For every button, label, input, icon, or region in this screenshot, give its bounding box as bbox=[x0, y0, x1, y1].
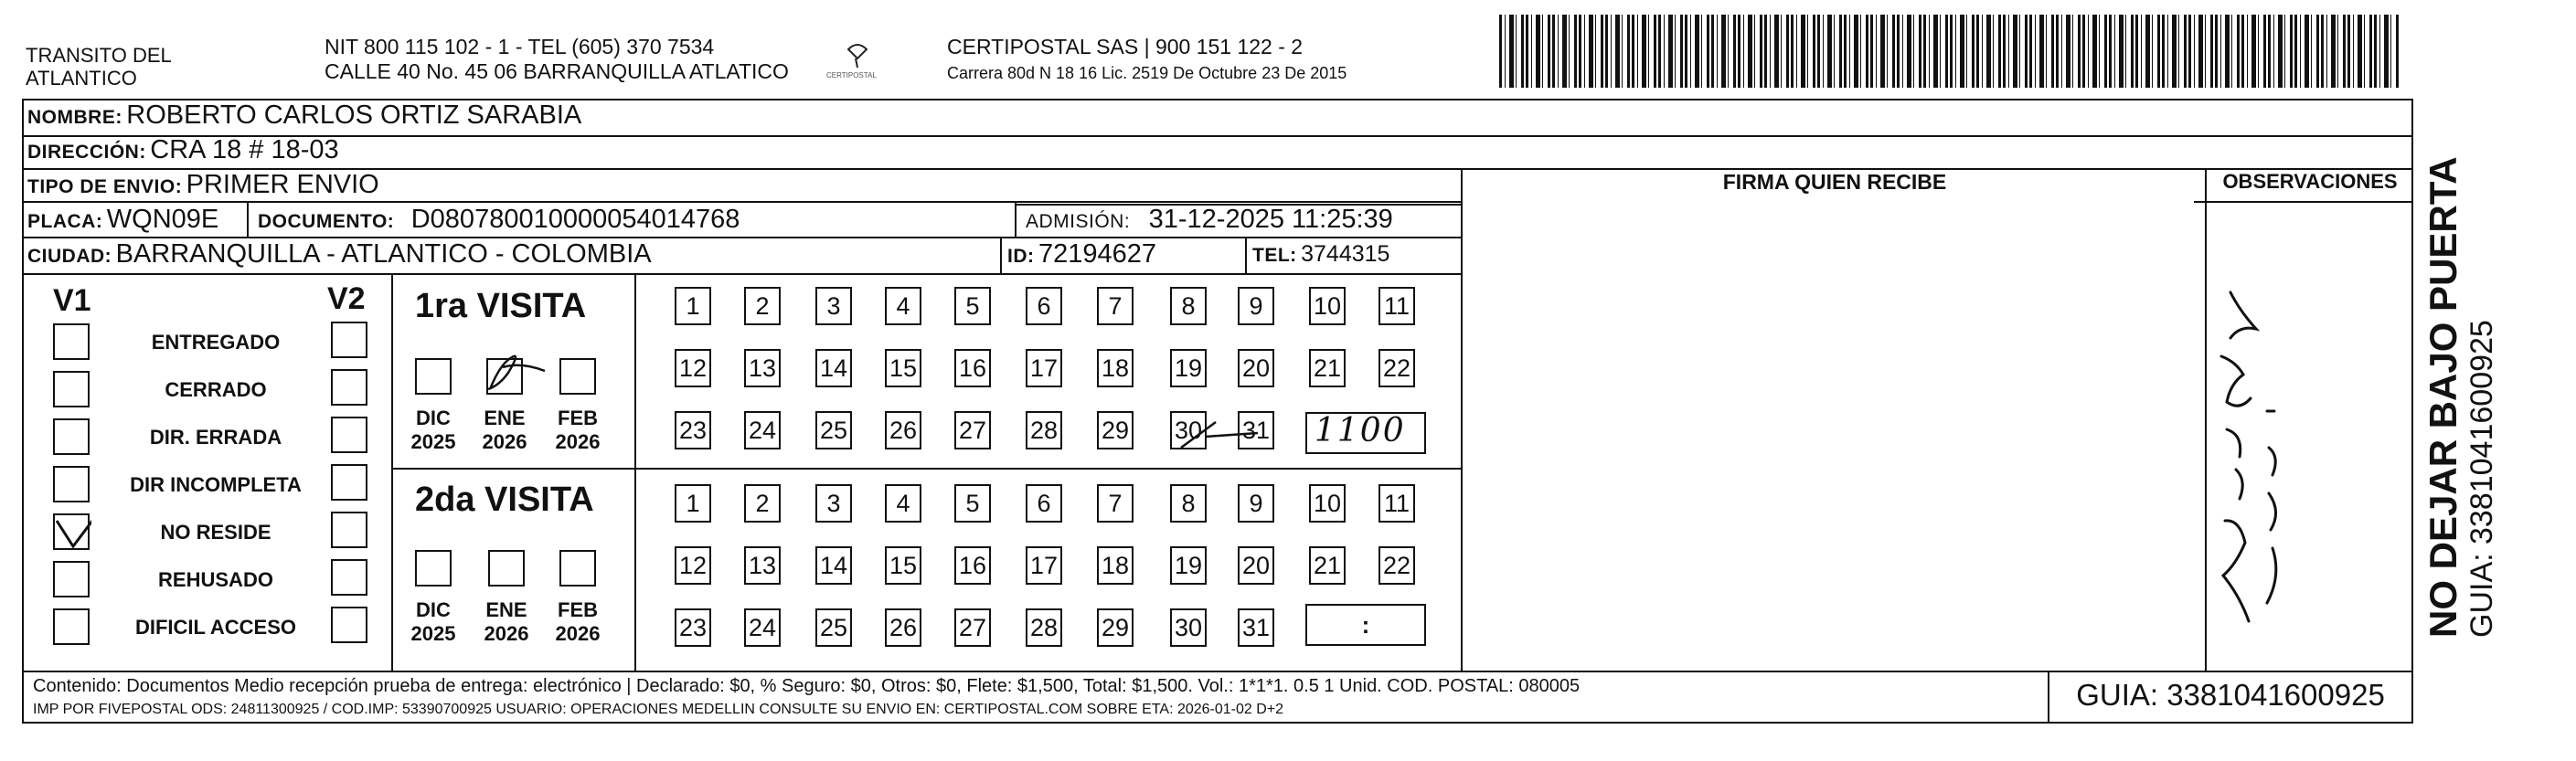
visit2-month-feb-year: 2026 bbox=[555, 622, 601, 645]
nombre-value: ROBERTO CARLOS ORTIZ SARABIA bbox=[126, 100, 582, 130]
visit1-day-7[interactable]: 7 bbox=[1097, 287, 1134, 325]
visit1-day-12[interactable]: 12 bbox=[675, 349, 711, 387]
visit2-day-12[interactable]: 12 bbox=[675, 546, 711, 585]
visit2-day-27[interactable]: 27 bbox=[954, 608, 991, 647]
visit1-day-9[interactable]: 9 bbox=[1238, 287, 1274, 325]
checkmark-icon bbox=[55, 515, 91, 552]
company-info bbox=[947, 35, 1347, 83]
firma-header: FIRMA QUIEN RECIBE bbox=[1722, 170, 1947, 194]
visit2-day-13[interactable]: 13 bbox=[744, 546, 781, 585]
visit2-month-dic-box[interactable] bbox=[415, 550, 452, 587]
v1-dir-errada-checkbox[interactable] bbox=[53, 418, 90, 455]
visit2-day-17[interactable]: 17 bbox=[1026, 546, 1062, 585]
handwritten-observation-icon bbox=[2203, 274, 2304, 658]
visit2-month-feb bbox=[548, 598, 607, 646]
visit2-day-29[interactable]: 29 bbox=[1097, 608, 1134, 647]
barcode bbox=[1499, 15, 2399, 88]
tipo-row bbox=[27, 170, 379, 200]
v2-rehusado-checkbox[interactable] bbox=[331, 559, 367, 596]
visit2-month-ene bbox=[477, 598, 536, 646]
org-name-line2: ATLANTICO bbox=[26, 67, 137, 90]
visit2-day-14[interactable]: 14 bbox=[815, 546, 852, 585]
visit1-day-24[interactable]: 24 bbox=[744, 411, 781, 449]
scribble-icon bbox=[481, 353, 536, 393]
visit2-month-feb-name: FEB bbox=[558, 598, 598, 621]
tel-label: TEL: bbox=[1252, 245, 1297, 266]
v2-entregado-checkbox[interactable] bbox=[331, 322, 367, 358]
id-value: 72194627 bbox=[1038, 239, 1156, 269]
visit1-day-4[interactable]: 4 bbox=[885, 287, 921, 325]
visit2-month-dic-year: 2025 bbox=[410, 622, 456, 645]
visit1-month-feb-name: FEB bbox=[558, 407, 598, 429]
company-line: CERTIPOSTAL SAS | 900 151 122 - 2 bbox=[947, 35, 1304, 58]
visit2-month-ene-name: ENE bbox=[485, 598, 527, 621]
visit2-day-28[interactable]: 28 bbox=[1026, 608, 1062, 647]
documento-value: D080780010000054014768 bbox=[410, 205, 740, 234]
visit2-day-19[interactable]: 19 bbox=[1170, 546, 1207, 585]
visit1-day-16[interactable]: 16 bbox=[954, 349, 991, 387]
visit2-day-2[interactable]: 2 bbox=[744, 484, 781, 523]
visit2-day-1[interactable]: 1 bbox=[675, 484, 711, 523]
visit1-day-13[interactable]: 13 bbox=[744, 349, 781, 387]
visit1-day-29[interactable]: 29 bbox=[1097, 411, 1134, 449]
admision-value: 31-12-2025 11:25:39 bbox=[1148, 205, 1393, 234]
visit1-day-19[interactable]: 19 bbox=[1170, 349, 1207, 387]
status-rehusado: REHUSADO bbox=[158, 568, 273, 591]
nit-line: NIT 800 115 102 - 1 - TEL (605) 370 7534 bbox=[325, 35, 715, 58]
visit1-day-6[interactable]: 6 bbox=[1026, 287, 1062, 325]
address-line: CALLE 40 No. 45 06 BARRANQUILLA ATLATICO bbox=[325, 59, 789, 83]
visit1-day-20[interactable]: 20 bbox=[1238, 349, 1274, 387]
visit1-month-ene bbox=[475, 407, 534, 454]
placa-row bbox=[27, 205, 218, 235]
visit1-time-value: 1100 bbox=[1315, 412, 1406, 449]
documento-label: DOCUMENTO: bbox=[258, 211, 395, 232]
footer-imp: IMP POR FIVEPOSTAL ODS: 24811300925 / COD.IMP: 53390700925 USUARIO: OPERACIONES MEDELLIN CONSULTE SU ENVIO EN: CERTIPOSTAL.COM SOBRE ETA: 2026-01-02 D+2 bbox=[33, 702, 1284, 717]
status-cerrado: CERRADO bbox=[165, 378, 267, 401]
footer-guia: GUIA: 3381041600925 bbox=[2076, 678, 2385, 712]
visit1-month-feb-year: 2026 bbox=[555, 430, 601, 453]
visit2-day-21[interactable]: 21 bbox=[1309, 546, 1346, 585]
direccion-value: CRA 18 # 18-03 bbox=[150, 135, 339, 164]
visit1-day-31[interactable]: 31 bbox=[1238, 411, 1274, 449]
logo-icon bbox=[830, 37, 885, 88]
id-label: ID: bbox=[1007, 246, 1035, 267]
visit1-day-11[interactable]: 11 bbox=[1378, 287, 1415, 325]
visit1-month-ene-box[interactable] bbox=[486, 358, 523, 395]
footer-contenido: Contenido: Documentos Medio recepción prueba de entrega: electrónico | Declarado: $0, % Seguro: $0, Otros: $0, Flete: $1,500, Total: $1,500. Vol.: 1*1*1. 0.5 1 Unid. COD. POSTAL: 080005 bbox=[33, 676, 1581, 696]
visit1-month-ene-name: ENE bbox=[484, 407, 526, 429]
ciudad-value: BARRANQUILLA - ATLANTICO - COLOMBIA bbox=[115, 239, 652, 269]
visit1-day-10[interactable]: 10 bbox=[1309, 287, 1346, 325]
side-notice-line2: GUIA: 3381041600925 bbox=[2464, 320, 2499, 638]
visit2-day-10[interactable]: 10 bbox=[1309, 484, 1346, 523]
v1-entregado-checkbox[interactable] bbox=[53, 323, 90, 360]
visit2-day-23[interactable]: 23 bbox=[675, 608, 711, 647]
tipo-value: PRIMER ENVIO bbox=[186, 170, 379, 199]
visit1-day-17[interactable]: 17 bbox=[1026, 349, 1062, 387]
visit2-day-18[interactable]: 18 bbox=[1097, 546, 1134, 585]
side-notice-line1: NO DEJAR BAJO PUERTA bbox=[2422, 156, 2464, 638]
visit2-month-ene-year: 2026 bbox=[484, 622, 529, 645]
visit2-title: 2da VISITA bbox=[415, 481, 594, 519]
visit1-title: 1ra VISITA bbox=[415, 287, 587, 325]
side-notice bbox=[2422, 156, 2499, 638]
ciudad-label: CIUDAD: bbox=[27, 246, 112, 267]
status-entregado: ENTREGADO bbox=[151, 331, 281, 354]
visit1-day-22[interactable]: 22 bbox=[1378, 349, 1415, 387]
visit1-day-1[interactable]: 1 bbox=[675, 287, 711, 325]
visit2-day-7[interactable]: 7 bbox=[1097, 484, 1134, 523]
placa-label: PLACA: bbox=[27, 211, 103, 232]
visit1-month-feb-box[interactable] bbox=[559, 358, 596, 395]
placa-value: WQN09E bbox=[106, 205, 219, 234]
visit2-month-dic bbox=[404, 598, 463, 646]
visit2-day-30[interactable]: 30 bbox=[1170, 608, 1207, 647]
visit1-day-15[interactable]: 15 bbox=[885, 349, 921, 387]
visit2-month-dic-name: DIC bbox=[416, 598, 451, 621]
status-dir-errada: DIR. ERRADA bbox=[149, 426, 282, 449]
visit2-day-3[interactable]: 3 bbox=[815, 484, 852, 523]
org-name-line1: TRANSITO DEL bbox=[26, 44, 172, 67]
visit2-day-5[interactable]: 5 bbox=[954, 484, 991, 523]
documento-row bbox=[258, 205, 740, 235]
v1-cerrado-checkbox[interactable] bbox=[53, 371, 90, 407]
visit1-day-3[interactable]: 3 bbox=[815, 287, 852, 325]
visit1-month-dic-box[interactable] bbox=[415, 358, 452, 395]
admision-row bbox=[1026, 205, 1393, 235]
v1-rehusado-checkbox[interactable] bbox=[53, 561, 90, 597]
direccion-row bbox=[27, 135, 339, 165]
day30-strike-icon bbox=[1177, 417, 1269, 453]
visit1-month-dic-name: DIC bbox=[416, 407, 451, 429]
nombre-row bbox=[27, 100, 581, 131]
visit1-month-dic bbox=[404, 407, 463, 454]
license-line: Carrera 80d N 18 16 Lic. 2519 De Octubre 23 De 2015 bbox=[947, 64, 1347, 82]
visit1-day-14[interactable]: 14 bbox=[815, 349, 852, 387]
v1-dificil-acceso-checkbox[interactable] bbox=[53, 608, 90, 645]
visit1-day-5[interactable]: 5 bbox=[954, 287, 991, 325]
org-name bbox=[26, 44, 172, 90]
visit1-day-26[interactable]: 26 bbox=[885, 411, 921, 449]
visit2-day-6[interactable]: 6 bbox=[1026, 484, 1062, 523]
v2-label: V2 bbox=[327, 281, 366, 316]
visit1-day-23[interactable]: 23 bbox=[675, 411, 711, 449]
org-contact bbox=[325, 35, 789, 84]
logo-text: CERTIPOSTAL bbox=[826, 71, 877, 79]
visit2-day-22[interactable]: 22 bbox=[1378, 546, 1415, 585]
v2-dificil-acceso-checkbox[interactable] bbox=[331, 607, 367, 643]
certipostal-logo bbox=[826, 37, 885, 88]
visit2-day-4[interactable]: 4 bbox=[885, 484, 921, 523]
tel-value: 3744315 bbox=[1301, 241, 1390, 267]
visit2-time-box[interactable]: : bbox=[1305, 604, 1426, 646]
status-dir-incompleta: DIR INCOMPLETA bbox=[130, 473, 302, 496]
nombre-label: NOMBRE: bbox=[27, 107, 122, 128]
visit2-day-16[interactable]: 16 bbox=[954, 546, 991, 585]
visit2-day-25[interactable]: 25 bbox=[815, 608, 852, 647]
v2-dir-incompleta-checkbox[interactable] bbox=[331, 464, 367, 501]
direccion-label: DIRECCIÓN: bbox=[27, 142, 146, 163]
visit2-day-31[interactable]: 31 bbox=[1238, 608, 1274, 647]
visit2-month-feb-box[interactable] bbox=[559, 550, 596, 587]
visit1-day-30[interactable]: 30 bbox=[1170, 411, 1207, 449]
visit1-day-27[interactable]: 27 bbox=[954, 411, 991, 449]
visit2-day-11[interactable]: 11 bbox=[1378, 484, 1415, 523]
visit1-time-box[interactable] bbox=[1305, 412, 1426, 454]
visit1-month-ene-year: 2026 bbox=[482, 430, 527, 453]
tipo-label: TIPO DE ENVIO: bbox=[27, 176, 183, 197]
v1-dir-incompleta-checkbox[interactable] bbox=[53, 466, 90, 502]
observaciones-header: OBSERVACIONES bbox=[2222, 170, 2398, 193]
visit2-day-15[interactable]: 15 bbox=[885, 546, 921, 585]
status-dificil-acceso: DIFICIL ACCESO bbox=[134, 616, 296, 639]
visit1-day-8[interactable]: 8 bbox=[1170, 287, 1207, 325]
visit2-day-26[interactable]: 26 bbox=[885, 608, 921, 647]
visit1-day-28[interactable]: 28 bbox=[1026, 411, 1062, 449]
visit1-month-feb bbox=[548, 407, 607, 454]
v2-dir-errada-checkbox[interactable] bbox=[331, 417, 367, 453]
v1-label: V1 bbox=[53, 283, 91, 318]
visit1-day-18[interactable]: 18 bbox=[1097, 349, 1134, 387]
visit1-month-dic-year: 2025 bbox=[410, 430, 456, 453]
v1-no-reside-checkbox[interactable] bbox=[53, 513, 90, 550]
visit1-day-25[interactable]: 25 bbox=[815, 411, 852, 449]
v2-cerrado-checkbox[interactable] bbox=[331, 369, 367, 406]
visit2-day-8[interactable]: 8 bbox=[1170, 484, 1207, 523]
visit2-day-20[interactable]: 20 bbox=[1238, 546, 1274, 585]
ciudad-row bbox=[27, 239, 652, 270]
tel-row bbox=[1252, 241, 1389, 268]
visit1-day-21[interactable]: 21 bbox=[1309, 349, 1346, 387]
admision-label: ADMISIÓN: bbox=[1026, 211, 1131, 232]
visit1-day-2[interactable]: 2 bbox=[744, 287, 781, 325]
status-no-reside: NO RESIDE bbox=[160, 521, 271, 544]
visit2-day-24[interactable]: 24 bbox=[744, 608, 781, 647]
visit2-month-ene-box[interactable] bbox=[488, 550, 525, 587]
id-row bbox=[1007, 239, 1156, 270]
v2-no-reside-checkbox[interactable] bbox=[331, 512, 367, 548]
visit2-day-9[interactable]: 9 bbox=[1238, 484, 1274, 523]
